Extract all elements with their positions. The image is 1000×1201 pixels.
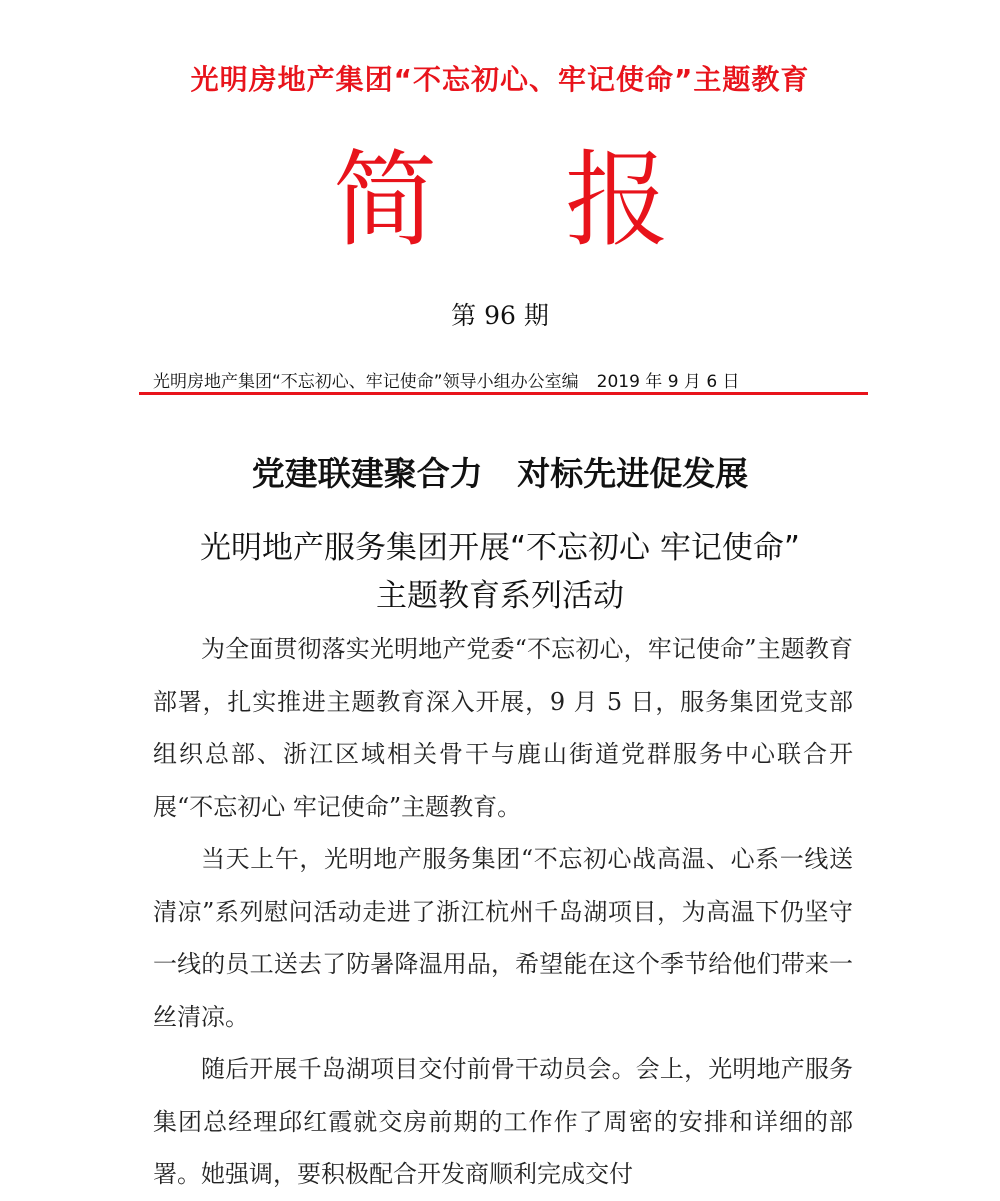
masthead-char-bao: 报 [565, 139, 670, 261]
subheadline-line-1: 光明地产服务集团开展“不忘初心 牢记使命” [200, 530, 800, 566]
body-paragraph-1: 为全面贯彻落实光明地产党委“不忘初心，牢记使命”主题教育部署，扎实推进主题教育深入开展，9 月 5 日，服务集团党支部组织总部、浙江区域相关骨干与鹿山街道党群服务中心联合开展“不忘初心 牢记使命”主题教育。 [153, 635, 853, 821]
body-paragraph-3: 随后开展千岛湖项目交付前骨干动员会。会上，光明地产服务集团总经理邱红霞就交房前期的工作作了周密的安排和详细的部署。她强调，要积极配合开发商顺利完成交付 [153, 1055, 853, 1188]
editor-office: 光明房地产集团“不忘初心、牢记使命”领导小组办公室编 [153, 372, 579, 392]
article-headline: 党建联建聚合力 对标先进促发展 [251, 454, 749, 493]
subheadline-line-2: 主题教育系列活动 [376, 578, 624, 614]
red-divider [139, 392, 868, 395]
article-body [153, 623, 853, 1201]
body-paragraph-2: 当天上午，光明地产服务集团“不忘初心战高温、心系一线送清凉”系列慰问活动走进了浙江杭州千岛湖项目，为高温下仍坚守一线的员工送去了防暑降温用品，希望能在这个季节给他们带来一丝清凉。 [153, 845, 853, 1031]
masthead [0, 140, 1000, 260]
publish-date: 2019 年 9 月 6 日 [596, 372, 740, 392]
masthead-char-jian: 简 [333, 139, 438, 261]
issue-number: 第 96 期 [451, 301, 549, 330]
report-series-title: 光明房地产集团“不忘初心、牢记使命”主题教育 [190, 63, 810, 96]
article-subheadline [140, 524, 860, 620]
editor-line [153, 367, 853, 392]
